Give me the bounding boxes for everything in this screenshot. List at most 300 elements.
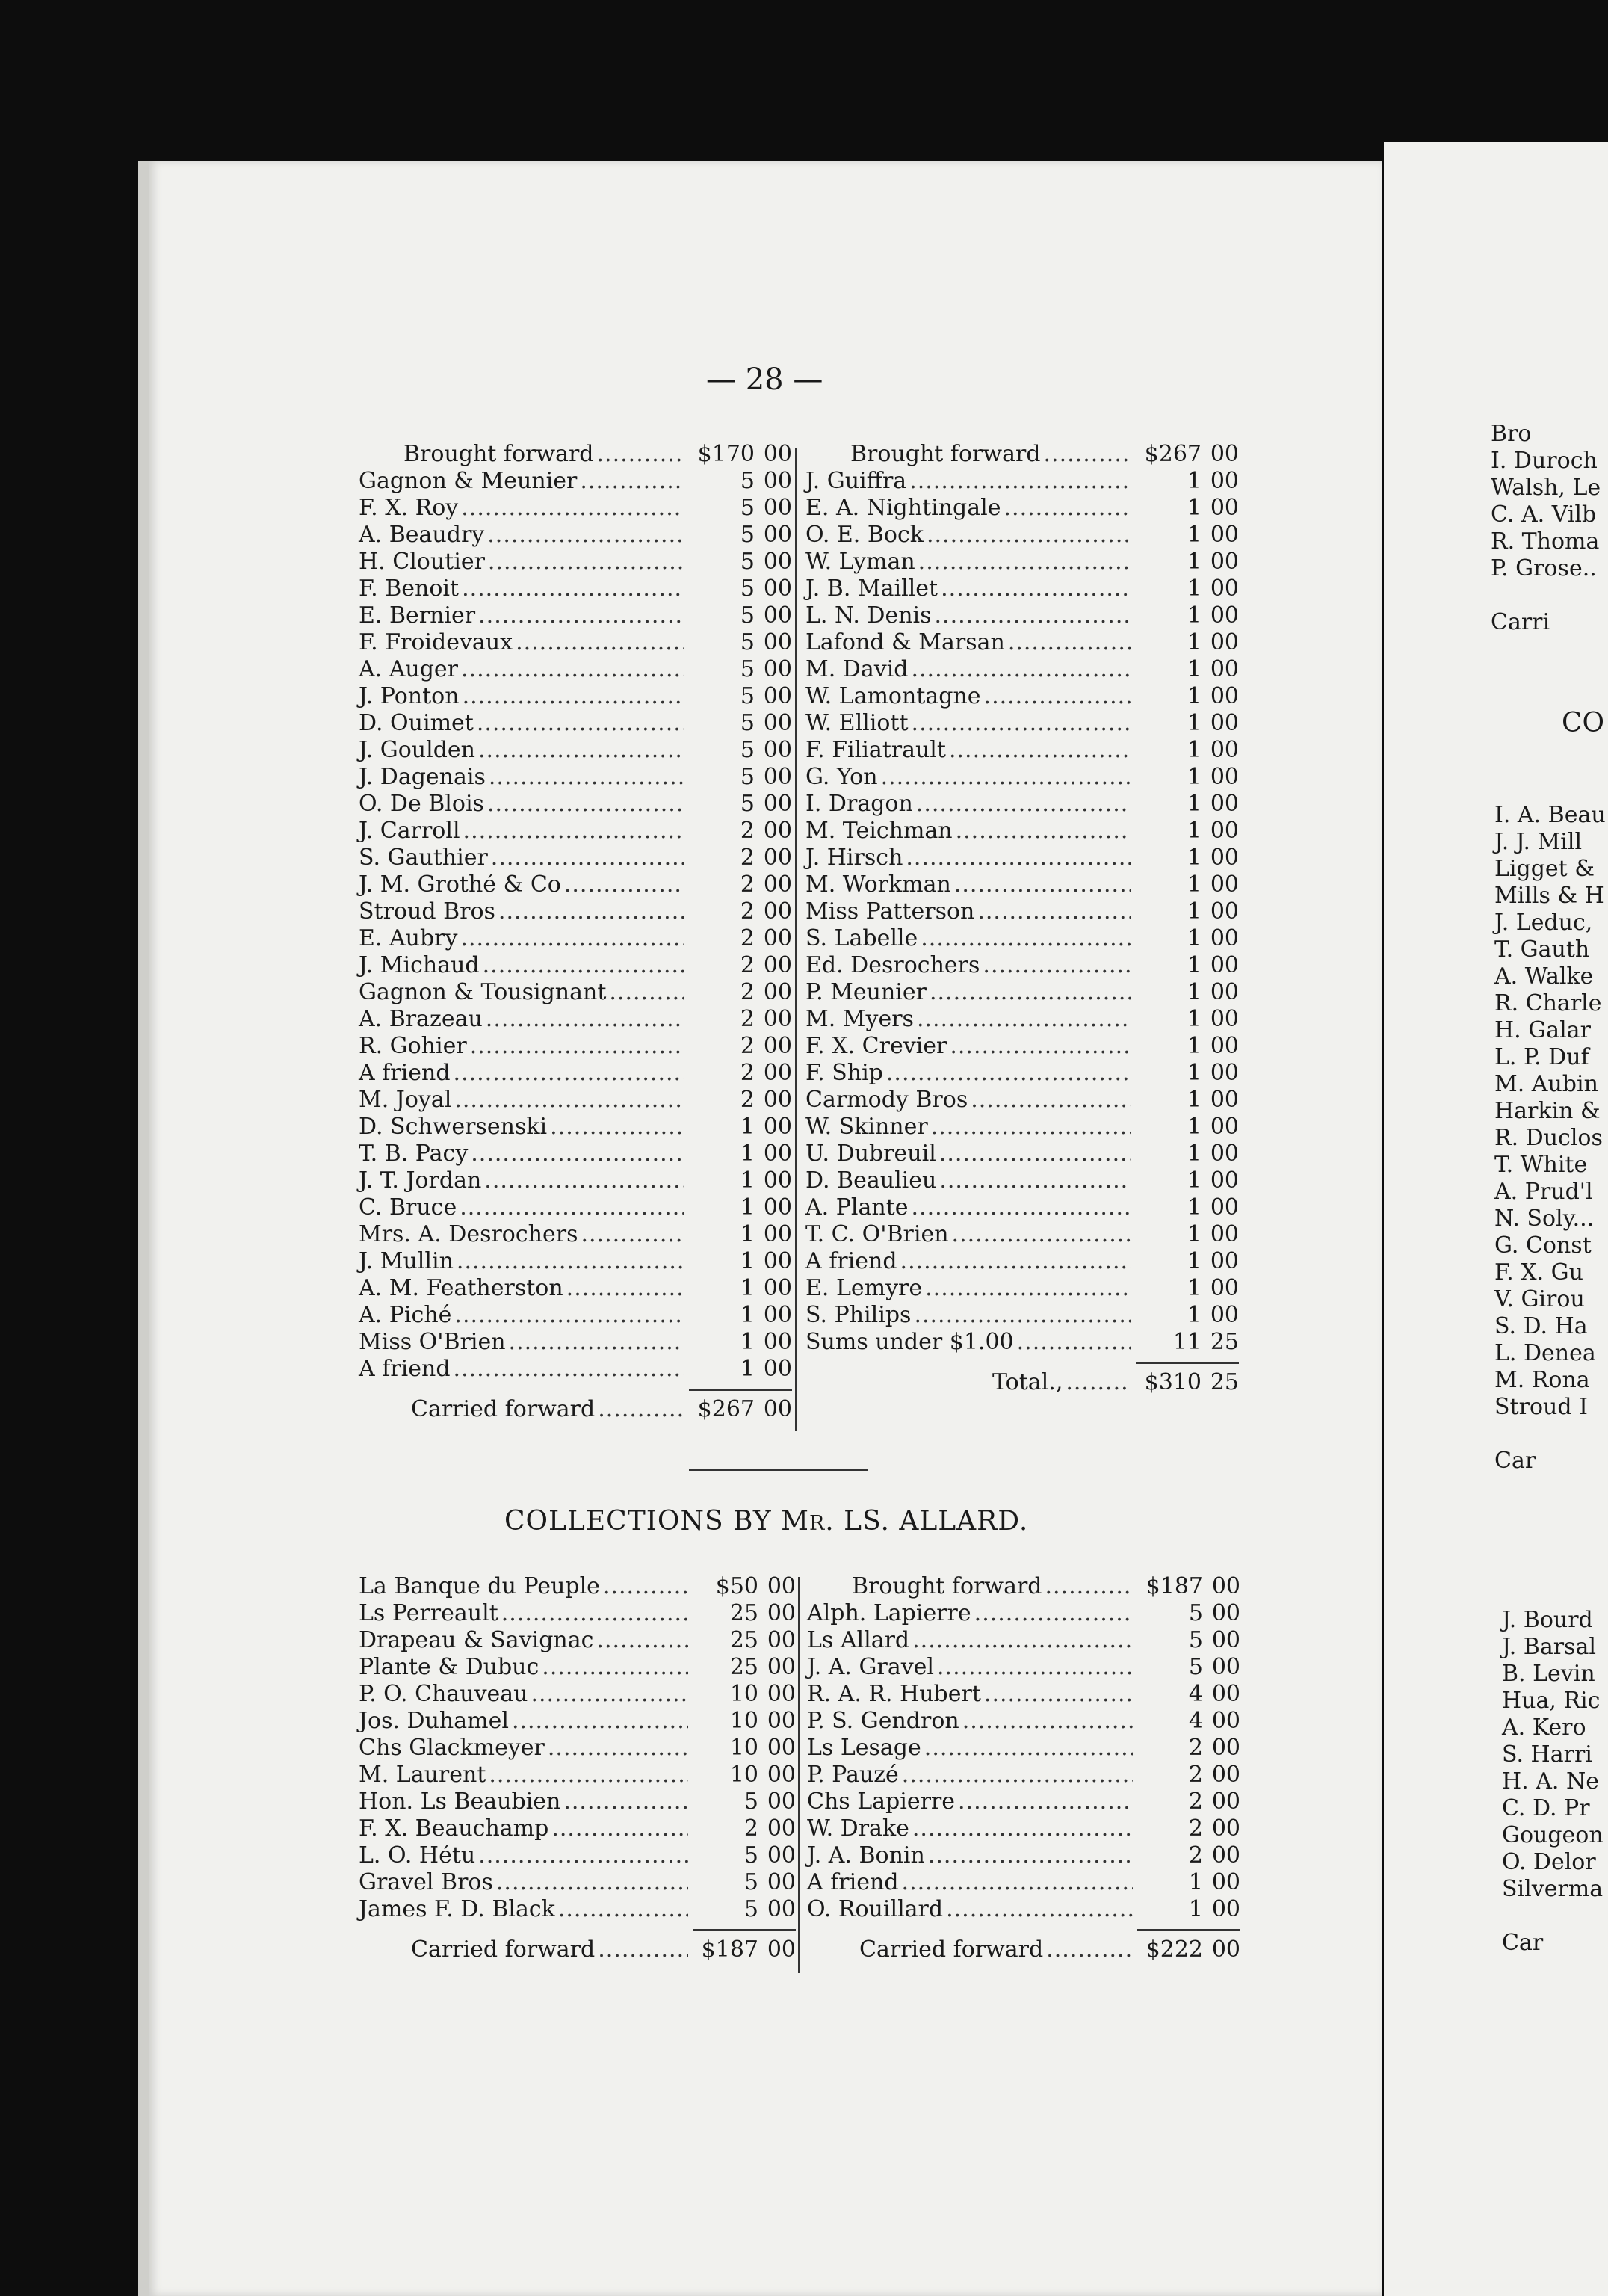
amount [687, 1194, 792, 1221]
amount [687, 871, 792, 898]
contributor-name: E. Bernier [359, 602, 476, 629]
ledger-row [805, 979, 1239, 1006]
ledger-row [807, 1681, 1240, 1708]
amount [1134, 1248, 1239, 1275]
amount-cents: 00 [763, 1396, 792, 1422]
adjacent-line: J. Barsal [1502, 1634, 1596, 1660]
contributor-name: Stroud Bros [359, 898, 495, 925]
amount-cents: 00 [763, 1248, 792, 1274]
amount-cents: 00 [767, 1815, 796, 1842]
leader-dots [477, 710, 684, 737]
amount-dollars: $310 [1144, 1369, 1202, 1395]
amount [691, 1708, 796, 1735]
amount-cents: 00 [763, 468, 792, 494]
amount [691, 1789, 796, 1815]
adjacent-line: Silverma [1502, 1876, 1604, 1902]
leader-dots [902, 1869, 1133, 1896]
ledger-row [359, 925, 792, 952]
amount [1134, 495, 1239, 522]
leader-dots [563, 1789, 688, 1815]
adjacent-line: Car [1494, 1448, 1536, 1474]
amount [1134, 1194, 1239, 1221]
contributor-name: W. Lamontagne [805, 683, 981, 709]
amount [1134, 764, 1239, 791]
amount-dollars: 5 [743, 1842, 758, 1868]
amount-cents: 00 [763, 656, 792, 682]
amount-cents: 00 [767, 1654, 796, 1680]
adjacent-line: S. D. Ha [1494, 1313, 1588, 1339]
adjacent-line: I. Duroch [1491, 448, 1598, 474]
amount [1134, 549, 1239, 575]
adjacent-line: Hua, Ric [1502, 1688, 1601, 1714]
leader-dots [460, 1194, 684, 1221]
leader-dots [603, 1573, 688, 1600]
adjacent-line: A. Kero [1502, 1715, 1586, 1741]
contributor-name: Jos. Duhamel [359, 1708, 509, 1734]
amount-cents: 00 [1210, 1033, 1239, 1059]
contributor-name: G. Yon [805, 764, 878, 790]
carried-forward-row [359, 1396, 792, 1423]
amount-dollars: 1 [1187, 710, 1202, 736]
ledger-row [805, 683, 1239, 710]
contributor-name: A. M. Featherston [359, 1275, 563, 1301]
amount-dollars: 1 [740, 1167, 755, 1194]
amount-dollars: 1 [1187, 1167, 1202, 1194]
adjacent-line: Ligget & [1494, 856, 1595, 882]
amount [1134, 683, 1239, 710]
amount-cents: 00 [1211, 1708, 1240, 1734]
amount-dollars: 2 [1188, 1762, 1203, 1788]
ledger-row [805, 737, 1239, 764]
leader-dots [454, 1356, 684, 1383]
amount-dollars: 1 [1187, 1275, 1202, 1301]
contributor-name: W. Lyman [805, 549, 915, 575]
adjacent-line: L. Denea [1494, 1340, 1596, 1366]
amount-dollars: 1 [740, 1141, 755, 1167]
leader-dots [498, 898, 684, 925]
contributor-name: E. Aubry [359, 925, 458, 951]
ledger-row [359, 1356, 792, 1383]
adjacent-line: A. Walke [1494, 963, 1594, 990]
adjacent-line: O. Delor [1502, 1849, 1596, 1875]
contributor-name: Hon. Ls Beaubien [359, 1789, 561, 1815]
contributor-name: Gagnon & Meunier [359, 468, 578, 494]
amount-cents: 00 [1210, 1114, 1239, 1140]
section1-left-column [359, 441, 792, 1423]
collections-heading [504, 1506, 1028, 1537]
contributor-name: O. De Blois [359, 791, 484, 817]
contributor-name: O. Rouillard [807, 1896, 944, 1922]
amount [1134, 441, 1239, 468]
amount-dollars: $222 [1145, 1937, 1203, 1963]
adjacent-line: V. Girou [1494, 1286, 1585, 1312]
amount-cents: 00 [763, 575, 792, 602]
amount-cents: 00 [1211, 1815, 1240, 1842]
amount-cents: 00 [1210, 1087, 1239, 1113]
amount [687, 549, 792, 575]
amount-dollars: 5 [740, 468, 755, 494]
amount [1134, 1033, 1239, 1060]
leader-dots [454, 1087, 684, 1114]
contributor-name: M. Myers [805, 1006, 914, 1032]
leader-dots [881, 764, 1131, 791]
leader-dots [931, 1114, 1131, 1141]
ledger-row [359, 871, 792, 898]
contributor-name: O. E. Bock [805, 522, 924, 548]
contributor-name: F. Ship [805, 1060, 883, 1086]
amount [687, 764, 792, 791]
ledger-row [359, 1735, 796, 1762]
sum-rule [693, 1929, 796, 1931]
leader-dots [946, 1896, 1133, 1923]
ledger-row [359, 1329, 792, 1356]
amount-dollars: $267 [1144, 441, 1202, 467]
contributor-name: S. Philips [805, 1302, 912, 1328]
amount [1136, 1600, 1240, 1627]
contributor-name: P. O. Chauveau [359, 1681, 528, 1707]
leader-dots [1066, 1369, 1131, 1396]
amount [1134, 1275, 1239, 1302]
ledger-row [359, 1681, 796, 1708]
amount-cents: 00 [1210, 710, 1239, 736]
contributor-name: Mrs. A. Desrochers [359, 1221, 578, 1247]
contributor-name: M. Workman [805, 871, 951, 898]
section2-right-column [807, 1573, 1240, 1963]
leader-dots [1046, 1937, 1133, 1963]
amount [1134, 952, 1239, 979]
contributor-name: Alph. Lapierre [807, 1600, 971, 1626]
contributor-name: F. X. Roy [359, 495, 459, 521]
contributor-name: Sums under $1.00 [805, 1329, 1014, 1355]
leader-dots [900, 1248, 1131, 1275]
amount-cents: 00 [763, 710, 792, 736]
amount-cents: 25 [1210, 1369, 1239, 1395]
contributor-name: A. Brazeau [359, 1006, 483, 1032]
amount [691, 1654, 796, 1681]
amount [687, 1356, 792, 1383]
amount-cents: 00 [1210, 441, 1239, 467]
amount-cents: 00 [763, 1114, 792, 1140]
leader-dots [471, 1141, 684, 1167]
amount-dollars: 1 [1188, 1896, 1203, 1922]
amount [1136, 1869, 1240, 1896]
sum-rule [1136, 1362, 1239, 1364]
contributor-name: A. Piché [359, 1302, 452, 1328]
leader-dots [886, 1060, 1131, 1087]
contributor-name: J. Hirsch [805, 845, 903, 871]
amount-dollars: 5 [740, 737, 755, 763]
ledger-row [359, 1060, 792, 1087]
contributor-name: La Banque du Peuple [359, 1573, 600, 1599]
amount [687, 629, 792, 656]
leader-dots [542, 1654, 688, 1681]
amount [687, 1006, 792, 1033]
contributor-name: P. S. Gendron [807, 1708, 959, 1734]
amount-dollars: 10 [729, 1735, 758, 1761]
amount [1136, 1681, 1240, 1708]
section1-right-column [805, 441, 1239, 1396]
contributor-name: F. Benoit [359, 575, 460, 602]
ledger-row [359, 549, 792, 575]
carried-forward-rule [359, 1383, 792, 1396]
amount-dollars: 1 [1188, 1869, 1203, 1895]
contributor-name: Ls Allard [807, 1627, 910, 1653]
ledger-row [359, 1194, 792, 1221]
ledger-row [805, 898, 1239, 925]
amount-cents: 00 [1210, 549, 1239, 575]
amount-dollars: 5 [743, 1789, 758, 1815]
amount [687, 898, 792, 925]
ledger-row [805, 1302, 1239, 1329]
amount [1136, 1896, 1240, 1923]
amount-cents: 00 [763, 602, 792, 629]
contributor-name: D. Schwersenski [359, 1114, 548, 1140]
amount-cents: 00 [1210, 1248, 1239, 1274]
ledger-row [807, 1708, 1240, 1735]
amount [691, 1762, 796, 1789]
page-number: — 28 — [706, 362, 823, 397]
heading-smallcaps: R [808, 1512, 826, 1535]
leader-dots [454, 1302, 684, 1329]
contributor-name: Miss Patterson [805, 898, 975, 925]
contributor-name: Carried forward [859, 1937, 1044, 1963]
leader-dots [509, 1329, 684, 1356]
amount-cents: 00 [1210, 871, 1239, 898]
ledger-row [807, 1735, 1240, 1762]
ledger-row [359, 845, 792, 871]
leader-dots [550, 1114, 684, 1141]
ledger-row [359, 979, 792, 1006]
contributor-name: F. Filiatrault [805, 737, 946, 763]
amount [687, 1275, 792, 1302]
amount-cents: 00 [1211, 1573, 1240, 1599]
amount-dollars: 5 [740, 549, 755, 575]
contributor-name: R. Gohier [359, 1033, 467, 1059]
ledger-row [805, 1194, 1239, 1221]
leader-dots [597, 441, 684, 468]
ledger-row [807, 1654, 1240, 1681]
amount [1134, 1060, 1239, 1087]
ledger-row [359, 1167, 792, 1194]
amount-dollars: 1 [740, 1275, 755, 1301]
amount-dollars: 1 [1187, 1087, 1202, 1113]
ledger-row [359, 1896, 796, 1923]
leader-dots [516, 629, 684, 656]
ledger-row [359, 495, 792, 522]
leader-dots [551, 1815, 688, 1842]
amount [687, 468, 792, 495]
adjacent-line: P. Grose.. [1491, 555, 1597, 581]
contributor-name: J. Guiffra [805, 468, 907, 494]
amount-dollars: 5 [740, 629, 755, 655]
amount-cents: 00 [763, 1033, 792, 1059]
adjacent-line: H. A. Ne [1502, 1768, 1599, 1794]
ledger-row [359, 1762, 796, 1789]
adjacent-line: R. Thoma [1491, 528, 1600, 555]
amount-cents: 00 [1210, 737, 1239, 763]
contributor-name: T. B. Pacy [359, 1141, 469, 1167]
amount-cents: 00 [1210, 629, 1239, 655]
ledger-row [359, 952, 792, 979]
amount-cents: 00 [1210, 1006, 1239, 1032]
leader-dots [983, 952, 1131, 979]
ledger-row [359, 575, 792, 602]
leader-dots [470, 1033, 684, 1060]
amount [1134, 1167, 1239, 1194]
ledger-row [359, 710, 792, 737]
leader-dots [457, 1248, 684, 1275]
ledger-row [805, 818, 1239, 845]
contributor-name: R. A. R. Hubert [807, 1681, 981, 1707]
amount [691, 1869, 796, 1896]
amount [691, 1573, 796, 1600]
ledger-row [807, 1869, 1240, 1896]
contributor-name: Brought forward [850, 441, 1041, 467]
adjacent-line: R. Charle [1494, 990, 1602, 1016]
contributor-name: Lafond & Marsan [805, 629, 1005, 655]
leader-dots [941, 575, 1131, 602]
ledger-row [805, 845, 1239, 871]
adjacent-line: Car [1502, 1930, 1544, 1956]
adjacent-block-1 [1491, 421, 1601, 636]
leader-dots [581, 1221, 684, 1248]
amount [687, 1302, 792, 1329]
amount-cents: 00 [763, 1275, 792, 1301]
adjacent-line: S. Harri [1502, 1741, 1592, 1768]
leader-dots [461, 495, 684, 522]
contributor-name: M. Teichman [805, 818, 953, 844]
leader-dots [461, 656, 684, 683]
leader-dots [564, 871, 684, 898]
carried-forward-rule [807, 1923, 1240, 1937]
leader-dots [598, 1396, 684, 1423]
contributor-name: J. Mullin [359, 1248, 454, 1274]
amount-cents: 00 [763, 818, 792, 844]
amount-cents: 00 [1211, 1600, 1240, 1626]
leader-dots [952, 1221, 1131, 1248]
amount-dollars: 1 [1187, 495, 1202, 521]
contributor-name: Brought forward [852, 1573, 1042, 1599]
contributor-name: D. Beaulieu [805, 1167, 937, 1194]
amount-dollars: 1 [1187, 549, 1202, 575]
ledger-row [359, 1869, 796, 1896]
amount [691, 1842, 796, 1869]
amount [1134, 1006, 1239, 1033]
contributor-name: Plante & Dubuc [359, 1654, 539, 1680]
leader-dots [1004, 495, 1132, 522]
amount-cents: 00 [763, 1329, 792, 1355]
contributor-name: J. Carroll [359, 818, 460, 844]
amount [691, 1937, 796, 1963]
amount [1134, 602, 1239, 629]
amount-dollars: 1 [740, 1248, 755, 1274]
contributor-name: M. David [805, 656, 909, 682]
heading-text-end: . LS. ALLARD. [825, 1506, 1029, 1537]
amount [687, 818, 792, 845]
contributor-name: J. Goulden [359, 737, 475, 763]
adjacent-line: B. Levin [1502, 1661, 1595, 1687]
adjacent-line: L. P. Duf [1494, 1044, 1589, 1070]
ledger-row [359, 602, 792, 629]
amount-cents: 00 [763, 1060, 792, 1086]
ledger-row [359, 656, 792, 683]
contributor-name: Chs Lapierre [807, 1789, 956, 1815]
adjacent-line: T. White [1494, 1152, 1588, 1178]
contributor-name: J. Dagenais [359, 764, 486, 790]
ledger-row [805, 495, 1239, 522]
adjacent-line: Stroud I [1494, 1394, 1588, 1420]
amount [1136, 1762, 1240, 1789]
amount-cents: 00 [1211, 1896, 1240, 1922]
leader-dots [487, 522, 684, 549]
adjacent-heading: CO [1562, 708, 1605, 738]
amount-dollars: 5 [1188, 1600, 1203, 1626]
amount [687, 791, 792, 818]
ledger-row [805, 1006, 1239, 1033]
leader-dots [912, 710, 1131, 737]
contributor-name: H. Cloutier [359, 549, 485, 575]
contributor-name: F. X. Beauchamp [359, 1815, 549, 1842]
amount [687, 1221, 792, 1248]
amount [687, 495, 792, 522]
amount-dollars: 1 [740, 1221, 755, 1247]
contributor-name: L. N. Denis [805, 602, 932, 629]
amount-cents: 00 [1210, 1221, 1239, 1247]
amount-cents: 00 [763, 1006, 792, 1032]
amount-dollars: 1 [1187, 1060, 1202, 1086]
amount-cents: 00 [763, 1356, 792, 1382]
adjacent-line: T. Gauth [1494, 936, 1590, 963]
ledger-row [807, 1896, 1240, 1923]
leader-dots [930, 979, 1131, 1006]
leader-dots [478, 602, 684, 629]
amount-dollars: 1 [1187, 1302, 1202, 1328]
amount-dollars: 5 [1188, 1627, 1203, 1653]
carried-forward-row [807, 1937, 1240, 1963]
amount-cents: 00 [763, 1087, 792, 1113]
ledger-row [359, 737, 792, 764]
contributor-name: P. Meunier [805, 979, 927, 1005]
amount [687, 737, 792, 764]
amount [1134, 575, 1239, 602]
amount-cents: 00 [1211, 1735, 1240, 1761]
leader-dots [912, 1194, 1131, 1221]
amount-dollars: 1 [1187, 1248, 1202, 1274]
leader-dots [912, 1627, 1133, 1654]
leader-dots [483, 952, 684, 979]
amount-cents: 00 [1210, 1194, 1239, 1220]
amount-cents: 00 [1210, 952, 1239, 978]
adjacent-line: H. Galar [1494, 1017, 1591, 1043]
leader-dots [962, 1708, 1133, 1735]
adjacent-line: N. Soly... [1494, 1206, 1595, 1232]
amount-cents: 00 [1210, 495, 1239, 521]
amount [1134, 737, 1239, 764]
amount [687, 1167, 792, 1194]
leader-dots [548, 1735, 688, 1762]
amount-dollars: 5 [740, 522, 755, 548]
ledger-row [359, 1221, 792, 1248]
amount-dollars: 25 [729, 1600, 758, 1626]
amount [1134, 1302, 1239, 1329]
amount-cents: 00 [767, 1896, 796, 1922]
amount-cents: 00 [767, 1627, 796, 1653]
amount [687, 925, 792, 952]
contributor-name: J. T. Jordan [359, 1167, 482, 1194]
leader-dots [906, 845, 1131, 871]
ledger-row [805, 602, 1239, 629]
amount [1134, 710, 1239, 737]
